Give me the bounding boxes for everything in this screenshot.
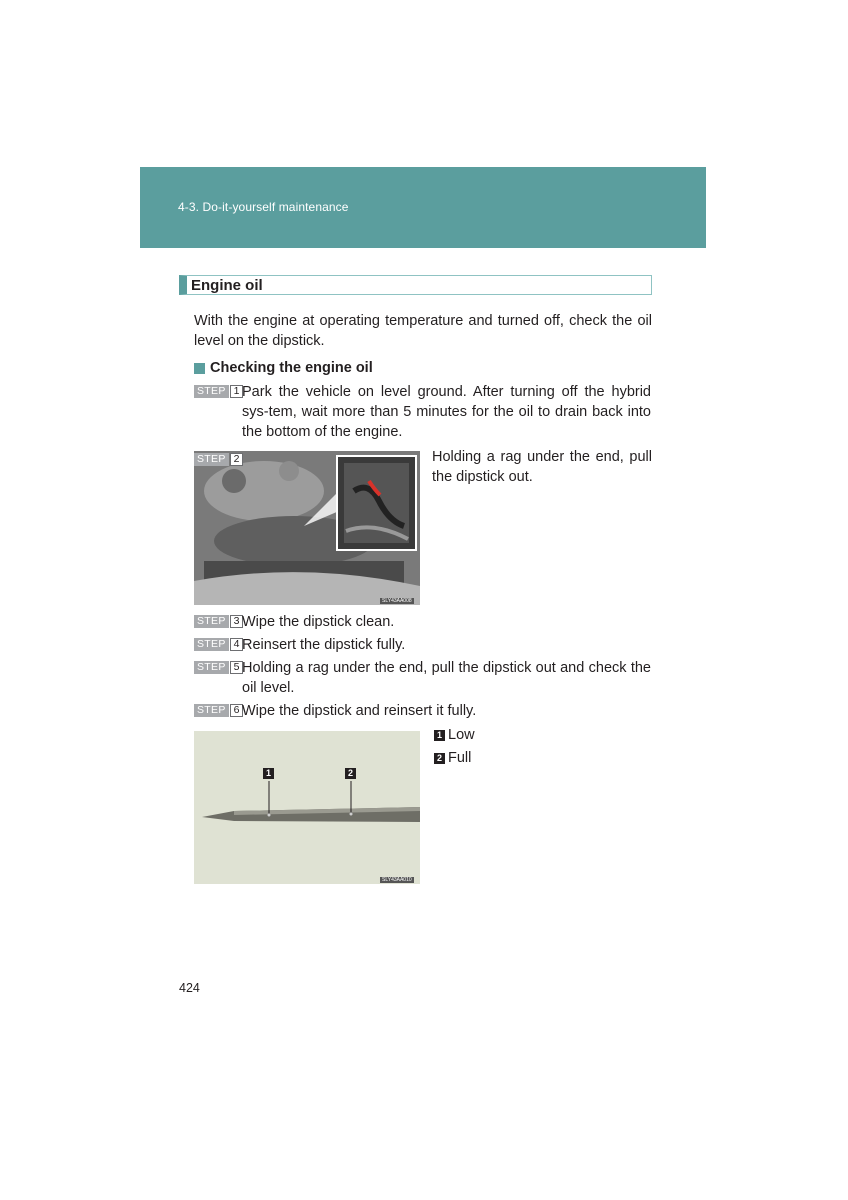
section-title: Engine oil — [191, 277, 263, 294]
subheading-square-icon — [194, 363, 205, 374]
step-text-1: Park the vehicle on level ground. After turning off the hybrid sys-tem, wait more than 5 minutes for the oil to drain back into the bottom of the engine. — [242, 384, 651, 440]
step-text-2: Holding a rag under the end, pull the dipstick out. — [432, 449, 652, 485]
step-label: STEP — [194, 704, 229, 717]
step-label: STEP — [194, 385, 229, 398]
legend-number: 1 — [434, 730, 445, 741]
subheading-text: Checking the engine oil — [210, 360, 373, 376]
step-number: 2 — [230, 453, 244, 466]
page-number: 424 — [179, 981, 200, 995]
step-label: STEP — [194, 638, 229, 651]
step-number: 4 — [230, 638, 244, 651]
dipstick-image — [194, 731, 420, 884]
chapter-section-title: 4-3. Do-it-yourself maintenance — [178, 200, 349, 214]
image-code: SLY43AA008 — [382, 598, 412, 604]
intro-paragraph: With the engine at operating temperature and turned off, check the oil level on the dipstick. — [194, 313, 652, 349]
marker-full — [345, 768, 359, 779]
subheading — [194, 360, 373, 376]
step-badge-1 — [194, 384, 243, 399]
legend-label: Full — [448, 750, 472, 766]
step-text-3: Wipe the dipstick clean. — [242, 614, 395, 630]
step-badge-6 — [194, 703, 243, 718]
engine-bay-image — [194, 451, 420, 605]
marker-number: 1 — [263, 768, 274, 779]
step-badge-4 — [194, 637, 243, 652]
step-number: 1 — [230, 385, 244, 398]
step-label: STEP — [194, 661, 229, 674]
legend-label: Low — [448, 727, 475, 743]
chapter-header-band — [140, 167, 706, 248]
dipstick-illustration — [194, 731, 420, 884]
section-title-bar — [179, 275, 652, 295]
step-number: 5 — [230, 661, 244, 674]
step-number: 3 — [230, 615, 244, 628]
legend-number: 2 — [434, 753, 445, 764]
engine-dipstick-illustration — [194, 451, 420, 605]
marker-number: 2 — [345, 768, 356, 779]
step-badge-3 — [194, 614, 243, 629]
step-number: 6 — [230, 704, 244, 717]
step-text-6: Wipe the dipstick and reinsert it fully. — [242, 703, 477, 719]
step-label: STEP — [194, 615, 229, 628]
step-badge-2 — [194, 452, 243, 467]
image-code: SLY43AA010 — [382, 877, 412, 883]
legend-item-low — [434, 727, 475, 743]
step-label: STEP — [194, 453, 229, 466]
step-badge-5 — [194, 660, 243, 675]
step-text-4: Reinsert the dipstick fully. — [242, 637, 406, 653]
marker-low — [263, 768, 277, 779]
step-text-5: Holding a rag under the end, pull the dipstick out and check the oil level. — [242, 660, 651, 696]
legend-item-full — [434, 750, 471, 766]
